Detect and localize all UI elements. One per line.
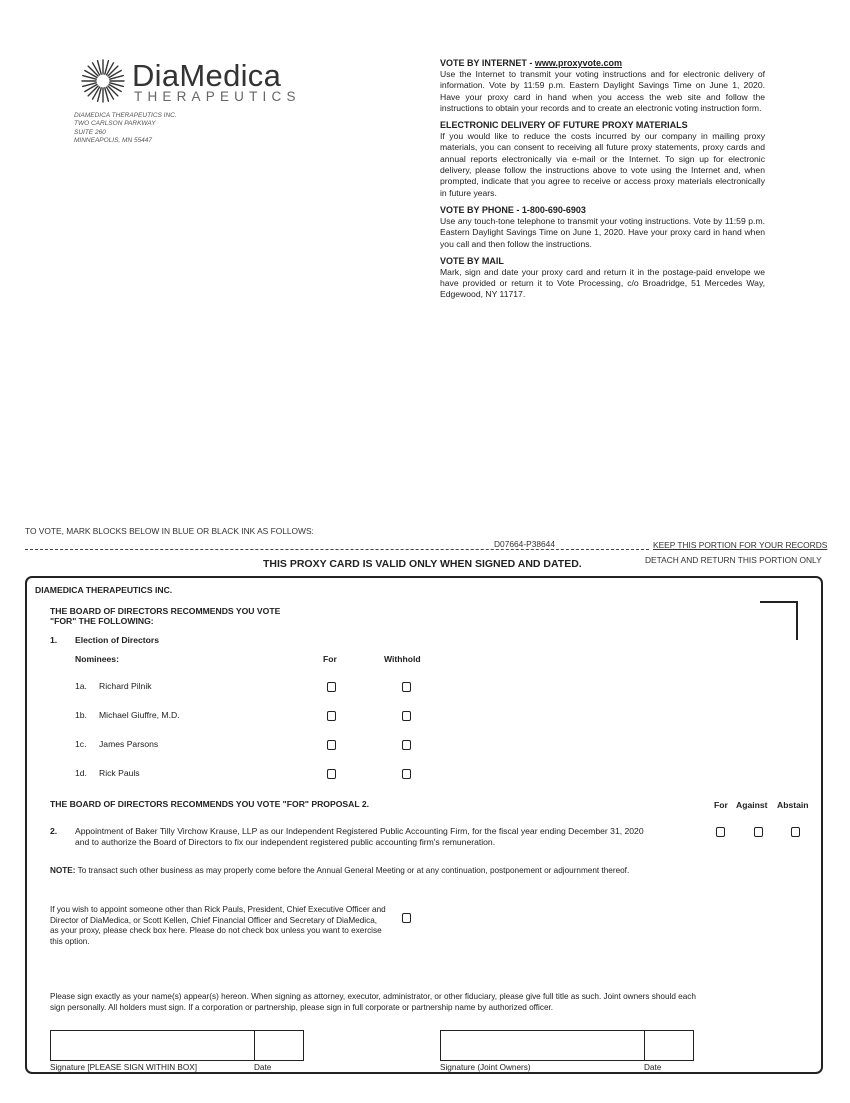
item2-text: Appointment of Baker Tilly Virchow Krause, LLP as our Independent Registered Public Accounting Firm, for the fiscal year ending December 31, 2020: [75, 826, 644, 836]
internet-heading: VOTE BY INTERNET - www.proxyvote.com: [440, 58, 623, 68]
internet-text: Use the Internet to transmit your voting instructions and for electronic delivery of information. Vote by 11:59 p.m. Eastern Daylight Savings Time on June 1, 2020. Have your proxy card in hand when you access the web site and follow the instructions to obtain your records and to create an electronic voting instruction form.: [440, 69, 765, 113]
address-line: MINNEAPOLIS, MN 55447: [74, 137, 153, 145]
detach-return-label: DETACH AND RETURN THIS PORTION ONLY: [645, 555, 822, 565]
nominee-id: 1c.: [75, 739, 87, 749]
vote-by-mail: [440, 256, 765, 301]
withhold-checkbox[interactable]: [402, 682, 411, 692]
edelivery-text: If you would like to reduce the costs incurred by our company in mailing proxy materials, you can consent to receiving all future proxy statements, proxy cards and annual reports electronically via e-mail or the Internet. To sign up for electronic delivery, please follow the instructions above to vote using the Internet and, when prompted, indicate that you agree to receive or access proxy materials electronically in future years.: [440, 131, 765, 198]
control-number: D07664-P38644: [494, 539, 556, 549]
mail-heading: VOTE BY MAIL: [440, 255, 504, 266]
p2-against-checkbox[interactable]: [754, 827, 763, 837]
item1-number: 1.: [50, 635, 58, 645]
valid-notice: THIS PROXY CARD IS VALID ONLY WHEN SIGNED AND DATED.: [263, 558, 582, 570]
for-checkbox[interactable]: [327, 682, 336, 692]
column-withhold: Withhold: [384, 654, 421, 664]
proxyvote-link[interactable]: www.proxyvote.com: [534, 58, 623, 68]
note-label: NOTE:: [50, 866, 76, 875]
address-line: TWO CARLSON PARKWAY: [74, 120, 156, 128]
board-recommendation-2: THE BOARD OF DIRECTORS RECOMMENDS YOU VOTE "FOR" PROPOSAL 2.: [50, 799, 369, 809]
address-line: SUITE 260: [74, 128, 106, 136]
diamedica-logo-icon: [80, 58, 126, 104]
nominee-id: 1b.: [75, 710, 87, 720]
withhold-checkbox[interactable]: [402, 711, 411, 721]
date-divider: [254, 1031, 255, 1060]
logo-tagline: THERAPEUTICS: [134, 89, 301, 104]
date-divider: [644, 1031, 645, 1060]
p2-column-for: For: [714, 800, 728, 810]
date-label: Date: [254, 1063, 272, 1072]
item2-text-cont: and to authorize the Board of Directors to fix our independent registered public accounting firm's remuneration.: [75, 837, 496, 847]
signature-label: Signature [PLEASE SIGN WITHIN BOX]: [50, 1063, 197, 1072]
board-recommendation-1: THE BOARD OF DIRECTORS RECOMMENDS YOU VOTE: [50, 606, 281, 616]
p2-column-against: Against: [736, 800, 768, 810]
withhold-checkbox[interactable]: [402, 769, 411, 779]
item2-number: 2.: [50, 826, 58, 836]
scan-corner-mark: [760, 601, 798, 640]
electronic-delivery: [440, 120, 765, 199]
vote-by-internet: [440, 58, 765, 114]
column-for: For: [323, 654, 337, 664]
appoint-proxy-text: If you wish to appoint someone other than Rick Pauls, President, Chief Executive Officer and Director of DiaMedica, or Scott Kellen, Chief Financial Officer and Secretary of DiaMedica, as your proxy, please check box here. Please do not check box unless you want to exercise this option.: [50, 905, 386, 946]
nominee-id: 1a.: [75, 681, 87, 691]
logo-wordmark: DiaMedica: [132, 58, 282, 93]
withhold-checkbox[interactable]: [402, 740, 411, 750]
joint-signature-label: Signature (Joint Owners): [440, 1063, 531, 1072]
address-line: DIAMEDICA THERAPEUTICS INC.: [74, 112, 177, 119]
note-text: To transact such other business as may properly come before the Annual General Meeting or at any continuation, postponement or adjournment thereof.: [75, 866, 630, 875]
nominees-label: Nominees:: [75, 654, 119, 664]
card-company-name: DIAMEDICA THERAPEUTICS INC.: [35, 585, 173, 595]
joint-date-label: Date: [644, 1063, 662, 1072]
for-checkbox[interactable]: [327, 769, 336, 779]
joint-signature-box[interactable]: [440, 1030, 694, 1061]
p2-column-abstain: Abstain: [777, 800, 809, 810]
signature-box[interactable]: [50, 1030, 304, 1061]
nominee-id: 1d.: [75, 768, 87, 778]
board-recommendation-1-cont: "FOR" THE FOLLOWING:: [50, 616, 154, 626]
sign-instruction: Please sign exactly as your name(s) appear(s) hereon. When signing as attorney, executor, administrator, or other fiduciary, please give full title as such. Joint owners should each sign personally. All holders must sign. If a corporation or partnership, please sign in full corporate or partnership name by authorized officer.: [50, 992, 696, 1012]
detach-line: [25, 549, 649, 550]
nominee-name: James Parsons: [99, 739, 159, 749]
edelivery-heading: ELECTRONIC DELIVERY OF FUTURE PROXY MATERIALS: [440, 120, 688, 131]
keep-portion-label: KEEP THIS PORTION FOR YOUR RECORDS: [653, 540, 828, 550]
nominee-name: Michael Giuffre, M.D.: [99, 710, 180, 720]
voting-instructions: [440, 58, 765, 307]
phone-text: Use any touch-tone telephone to transmit your voting instructions. Vote by 11:59 p.m. Eastern Daylight Savings Time on June 1, 2020. Have your proxy card in hand when you call and then follow the instructions.: [440, 215, 765, 249]
mail-text: Mark, sign and date your proxy card and return it in the postage-paid envelope we have provided or return it to Vote Processing, c/o Broadridge, 51 Mercedes Way, Edgewood, NY 11717.: [440, 266, 765, 300]
note: [50, 866, 629, 875]
nominee-name: Rick Pauls: [99, 768, 140, 778]
appoint-proxy-checkbox[interactable]: [402, 913, 411, 923]
mark-instruction: TO VOTE, MARK BLOCKS BELOW IN BLUE OR BLACK INK AS FOLLOWS:: [25, 526, 314, 536]
for-checkbox[interactable]: [327, 711, 336, 721]
phone-heading: VOTE BY PHONE - 1-800-690-6903: [440, 204, 586, 215]
nominee-name: Richard Pilnik: [99, 681, 152, 691]
for-checkbox[interactable]: [327, 740, 336, 750]
company-address: [74, 112, 177, 146]
p2-abstain-checkbox[interactable]: [791, 827, 800, 837]
p2-for-checkbox[interactable]: [716, 827, 725, 837]
item1-title: Election of Directors: [75, 635, 160, 645]
vote-by-phone: [440, 205, 765, 250]
